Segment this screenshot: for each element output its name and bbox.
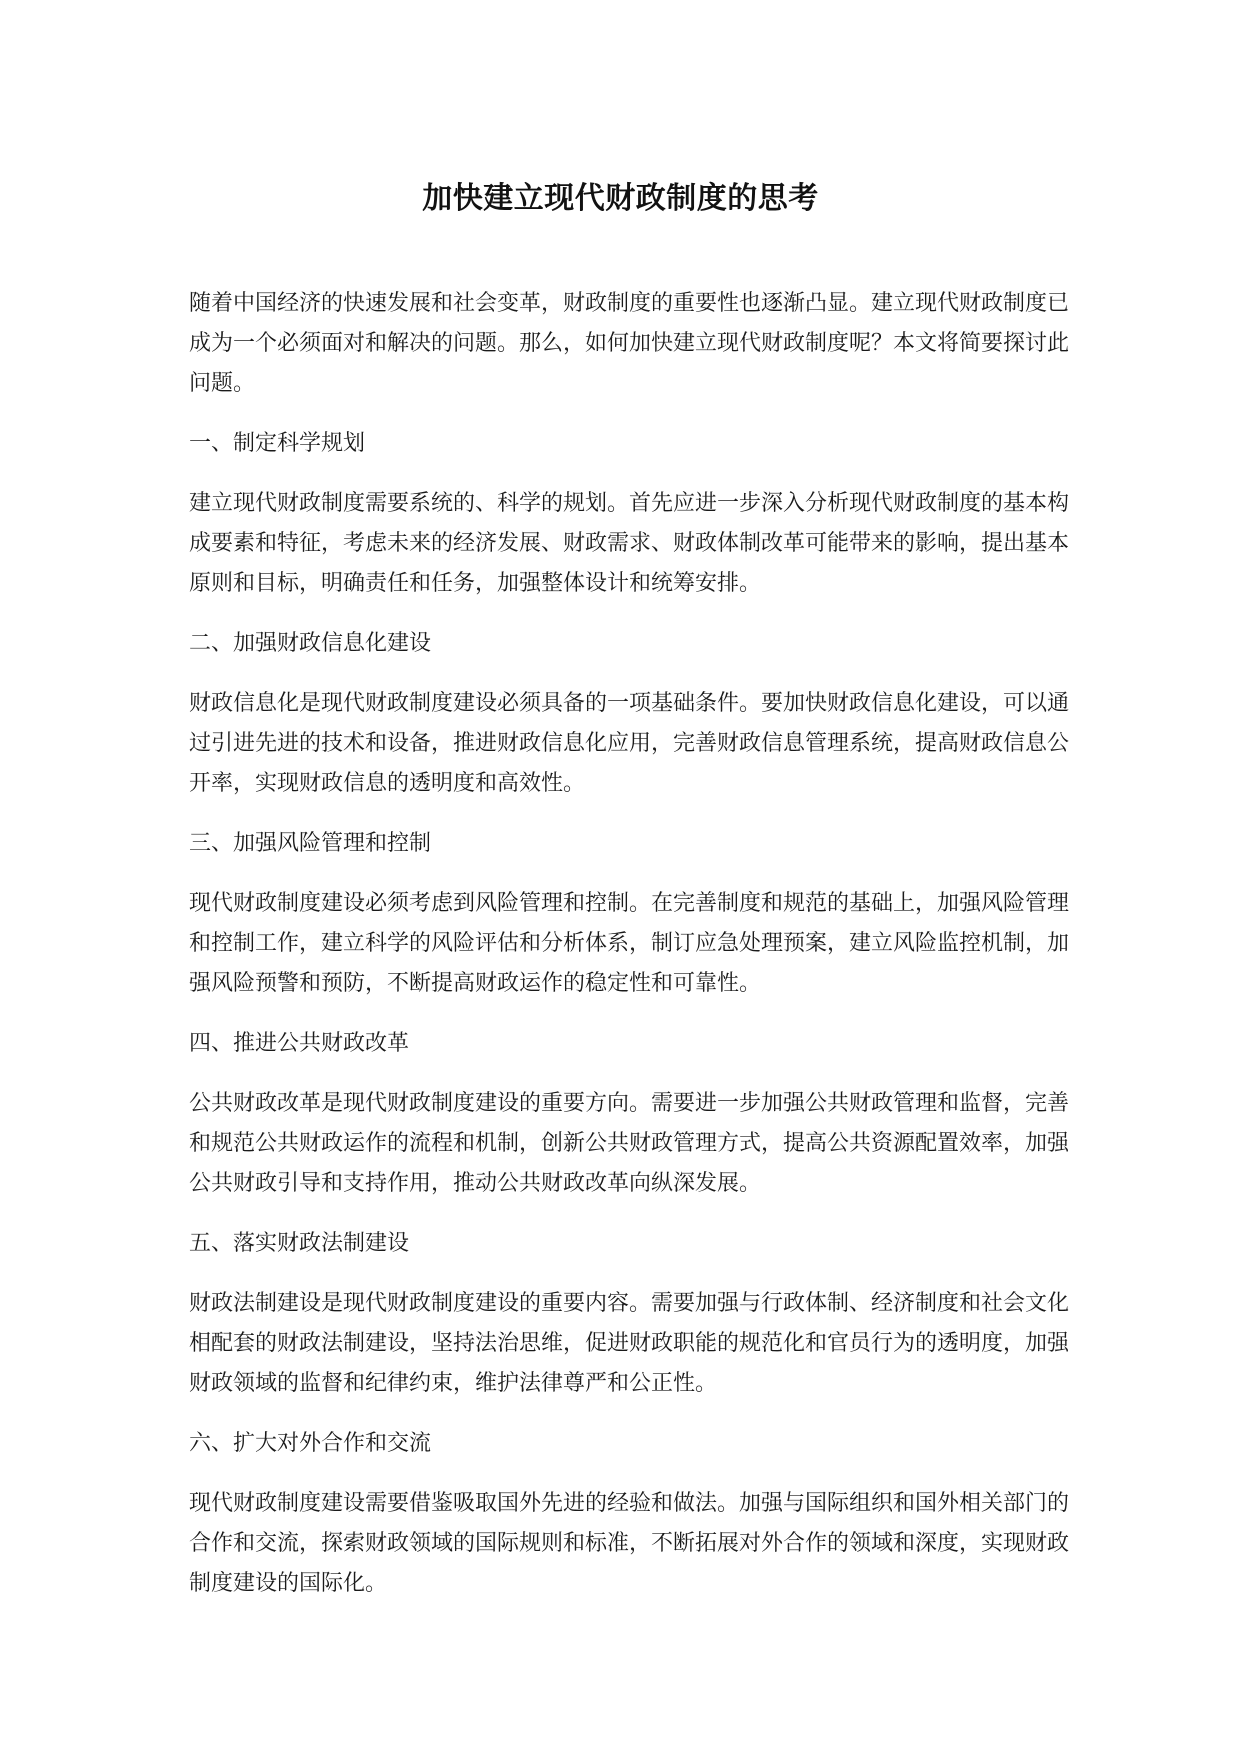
document-body — [189, 284, 1079, 1624]
intro-paragraph: 随着中国经济的快速发展和社会变革，财政制度的重要性也逐渐凸显。建立现代财政制度已成为一个必须面对和解决的问题。那么，如何加快建立现代财政制度呢？本文将简要探讨此问题。 — [189, 291, 1070, 396]
section-heading-2: 二、加强财政信息化建设 — [189, 631, 432, 656]
section-heading-6: 六、扩大对外合作和交流 — [189, 1431, 432, 1456]
document-title: 加快建立现代财政制度的思考 — [422, 181, 819, 216]
section-heading-3: 三、加强风险管理和控制 — [189, 831, 432, 856]
section-paragraph-4: 公共财政改革是现代财政制度建设的重要方向。需要进一步加强公共财政管理和监督，完善和规范公共财政运作的流程和机制，创新公共财政管理方式，提高公共资源配置效率，加强公共财政引导和支持作用，推动公共财政改革向纵深发展。 — [189, 1091, 1070, 1196]
section-paragraph-3: 现代财政制度建设必须考虑到风险管理和控制。在完善制度和规范的基础上，加强风险管理和控制工作，建立科学的风险评估和分析体系，制订应急处理预案，建立风险监控机制，加强风险预警和预防，不断提高财政运作的稳定性和可靠性。 — [189, 891, 1070, 996]
section-paragraph-5: 财政法制建设是现代财政制度建设的重要内容。需要加强与行政体制、经济制度和社会文化相配套的财政法制建设，坚持法治思维，促进财政职能的规范化和官员行为的透明度，加强财政领域的监督和纪律约束，维护法律尊严和公正性。 — [189, 1291, 1070, 1396]
section-paragraph-6: 现代财政制度建设需要借鉴吸取国外先进的经验和做法。加强与国际组织和国外相关部门的合作和交流，探索财政领域的国际规则和标准，不断拓展对外合作的领域和深度，实现财政制度建设的国际化。 — [189, 1491, 1070, 1596]
section-paragraph-1: 建立现代财政制度需要系统的、科学的规划。首先应进一步深入分析现代财政制度的基本构成要素和特征，考虑未来的经济发展、财政需求、财政体制改革可能带来的影响，提出基本原则和目标，明确责任和任务，加强整体设计和统筹安排。 — [189, 491, 1070, 596]
section-heading-4: 四、推进公共财政改革 — [189, 1031, 410, 1056]
section-heading-1: 一、制定科学规划 — [189, 431, 366, 456]
section-heading-5: 五、落实财政法制建设 — [189, 1231, 410, 1256]
section-paragraph-2: 财政信息化是现代财政制度建设必须具备的一项基础条件。要加快财政信息化建设，可以通过引进先进的技术和设备，推进财政信息化应用，完善财政信息管理系统，提高财政信息公开率，实现财政信息的透明度和高效性。 — [189, 691, 1070, 796]
